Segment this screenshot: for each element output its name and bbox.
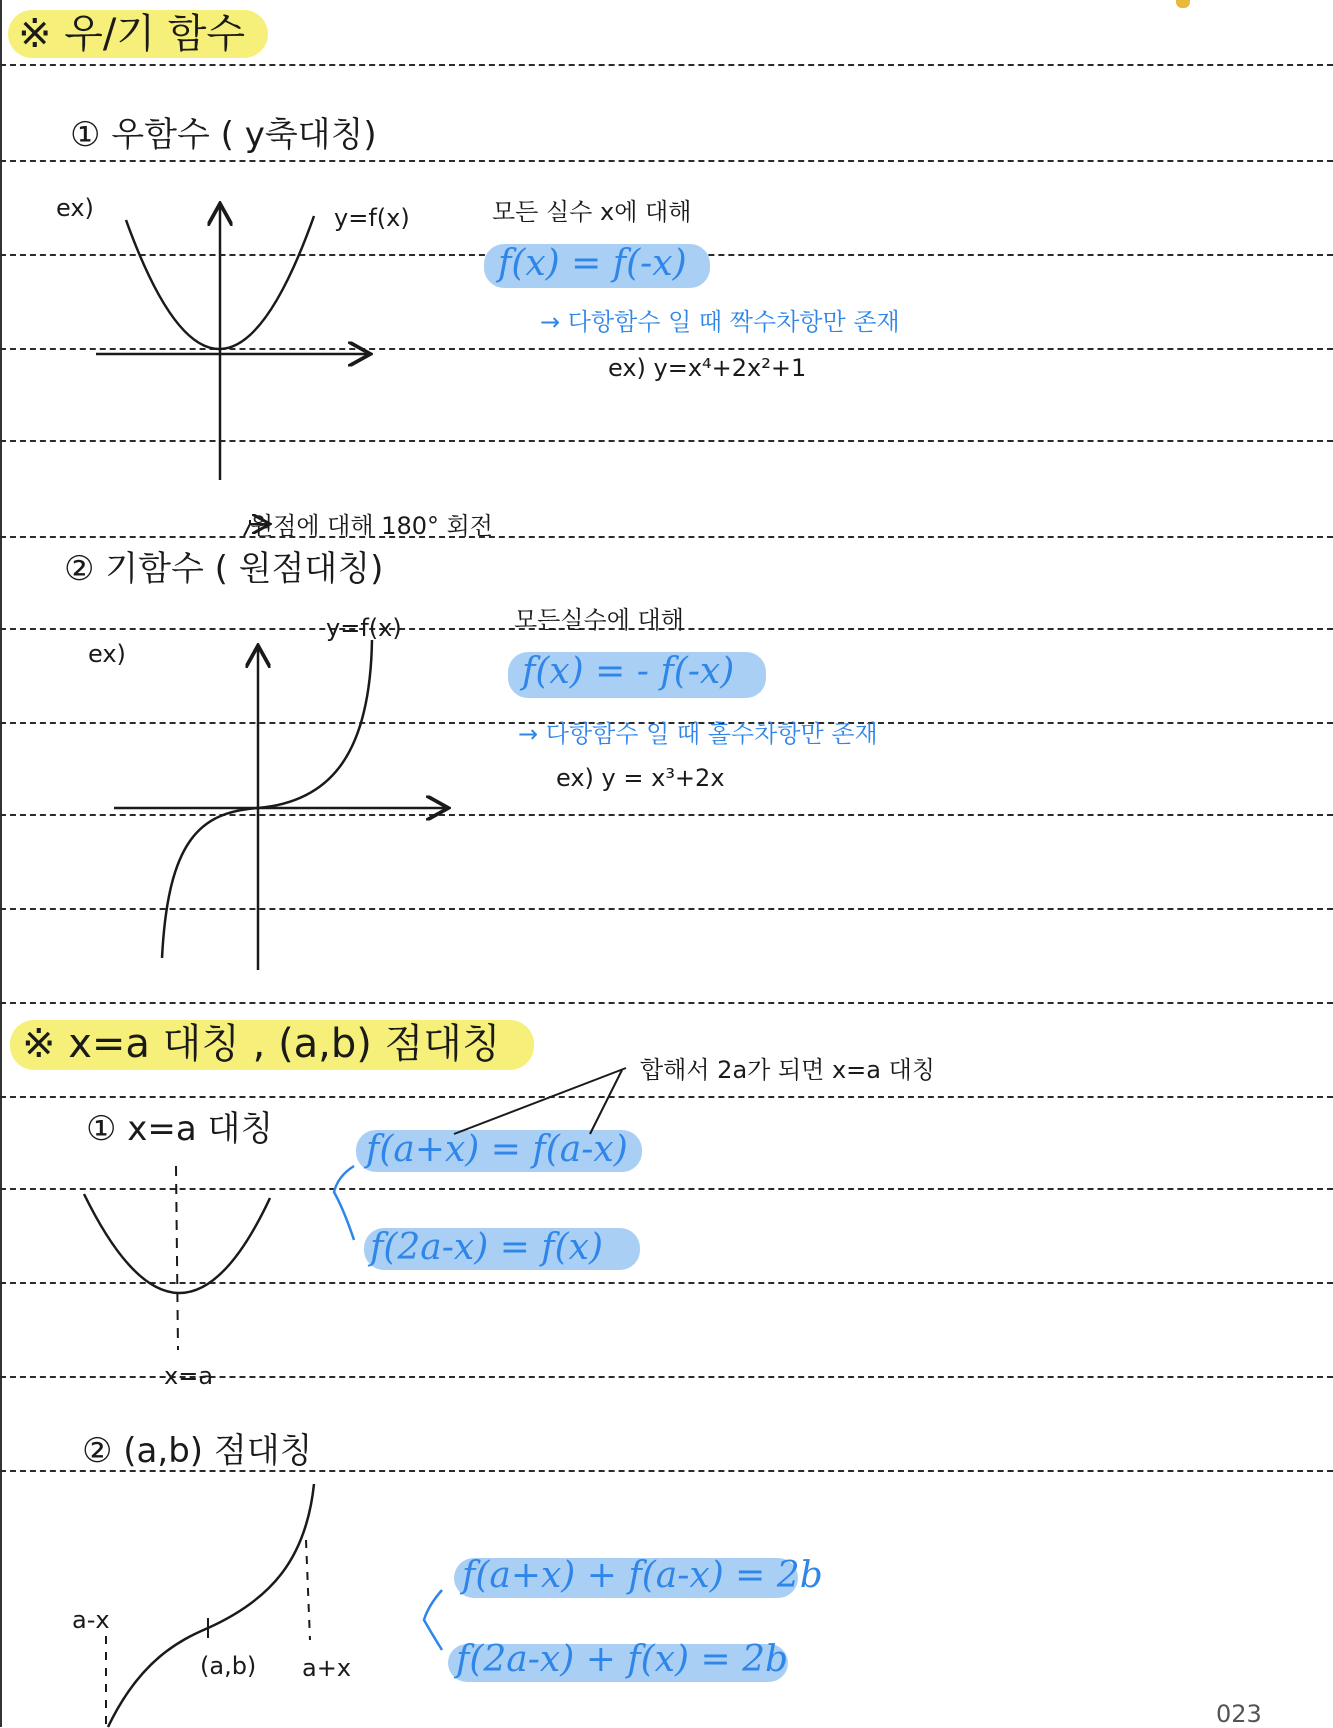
sum-annotation: 합해서 2a가 되면 x=a 대칭 xyxy=(640,1056,935,1084)
even-function-heading: ① 우함수 ( y축대칭) xyxy=(70,115,377,155)
line-symmetry-heading: ① x=a 대칭 xyxy=(86,1109,274,1149)
point-symmetry-graph xyxy=(106,1484,314,1727)
odd-formula: f(x) = - f(-x) xyxy=(522,651,735,692)
even-note: → 다항함수 일 때 짝수차항만 존재 xyxy=(540,308,900,336)
label-a-minus-x: a-x xyxy=(72,1606,110,1634)
even-formula: f(x) = f(-x) xyxy=(498,243,687,284)
line-formula2: f(2a-x) = f(x) xyxy=(370,1227,604,1268)
even-function-graph xyxy=(96,206,368,480)
formula-brackets xyxy=(334,1166,442,1650)
rotation-pointer xyxy=(244,520,250,536)
odd-curve-label: y=f(x) xyxy=(326,614,402,642)
annotation-pointers xyxy=(454,1068,626,1134)
line-formula1: f(a+x) = f(a-x) xyxy=(366,1129,628,1170)
point-formula2: f(2a-x) + f(x) = 2b xyxy=(456,1639,789,1680)
odd-rotation-note: 원점에 대해 180° 회전 xyxy=(250,512,493,540)
odd-function-graph xyxy=(114,520,446,970)
odd-example: ex) y = x³+2x xyxy=(556,764,725,792)
right-dashed-guide xyxy=(306,1540,310,1640)
odd-note: → 다항함수 일 때 홀수차항만 존재 xyxy=(518,720,878,748)
label-center-point: (a,b) xyxy=(200,1652,257,1680)
odd-function-heading: ② 기함수 ( 원점대칭) xyxy=(64,549,384,589)
odd-condition: 모든실수에 대해 xyxy=(514,606,684,634)
point-symmetry-heading: ② (a,b) 점대칭 xyxy=(82,1431,313,1471)
label-a-plus-x: a+x xyxy=(302,1654,352,1682)
axis-of-symmetry xyxy=(176,1166,178,1350)
section1-title: ※ 우/기 함수 xyxy=(18,11,245,57)
even-curve-label: y=f(x) xyxy=(334,204,410,232)
page-number-fragment: 023 xyxy=(1216,1700,1262,1728)
line-sym-bracket xyxy=(334,1166,354,1240)
even-condition: 모든 실수 x에 대해 xyxy=(492,198,692,226)
even-example: ex) y=x⁴+2x²+1 xyxy=(608,354,807,382)
point-sym-bracket xyxy=(424,1590,442,1650)
section2-title: ※ x=a 대칭 , (a,b) 점대칭 xyxy=(22,1021,501,1067)
point-formula1: f(a+x) + f(a-x) = 2b xyxy=(462,1555,823,1596)
odd-ex-label: ex) xyxy=(88,640,126,668)
even-ex-label: ex) xyxy=(56,194,94,222)
odd-cubic-curve xyxy=(162,640,372,958)
point-sym-curve xyxy=(108,1484,314,1727)
axis-label-x-eq-a: x=a xyxy=(164,1362,214,1390)
line-symmetry-graph xyxy=(84,1166,270,1350)
